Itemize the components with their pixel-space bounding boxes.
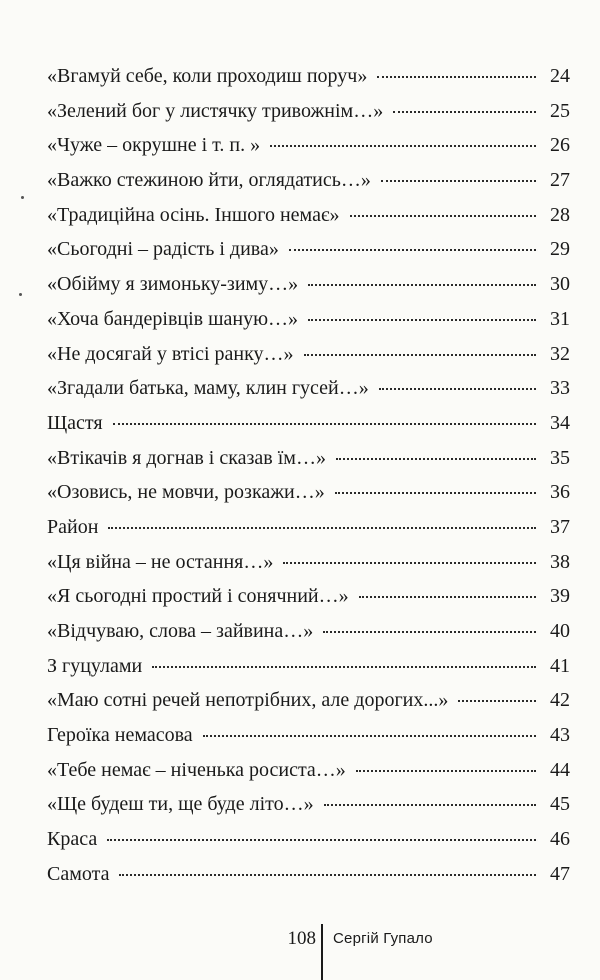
toc-entry-page: 32: [550, 342, 570, 365]
toc-entry-title: «Ця війна – не остання…»: [47, 550, 274, 573]
toc-entry-page: 31: [550, 307, 570, 330]
dot-leader: [152, 666, 536, 668]
toc-entry-page: 39: [550, 585, 570, 608]
dot-leader: [393, 111, 536, 113]
dot-leader: [270, 145, 536, 147]
toc-entry: [47, 649, 570, 684]
toc-entry: [47, 683, 570, 718]
toc-entry: [47, 718, 570, 753]
toc-entry-page: 26: [550, 134, 570, 157]
toc-entry: [47, 371, 570, 406]
toc-entry-title: Самота: [47, 862, 110, 885]
toc-entry-page: 35: [550, 446, 570, 469]
dot-leader: [107, 839, 536, 841]
toc-entry-page: 38: [550, 550, 570, 573]
dot-leader: [359, 596, 536, 598]
toc-entry-page: 25: [550, 99, 570, 122]
toc-entry-page: 37: [550, 515, 570, 538]
toc-entry-title: «Вгамуй себе, коли проходиш поруч»: [47, 65, 368, 87]
toc-entry-page: 30: [550, 273, 570, 296]
toc-entry: [47, 128, 570, 163]
toc-entry-page: 34: [550, 411, 570, 434]
toc-entry: [47, 787, 570, 822]
toc-entry-page: 27: [550, 169, 570, 192]
toc-entry: [47, 267, 570, 302]
dot-leader: [356, 770, 536, 772]
dot-leader: [113, 423, 536, 425]
toc-entry-title: «Обійму я зимоньку-зиму…»: [47, 273, 299, 296]
toc-entry: [47, 198, 570, 233]
print-speck: [19, 293, 22, 296]
toc-entry-title: «Відчуваю, слова – зайвина…»: [47, 620, 314, 642]
toc-entry: [47, 441, 570, 476]
toc-entry-title: З гуцулами: [47, 654, 143, 677]
dot-leader: [350, 215, 536, 217]
toc-entry-page: 36: [550, 481, 570, 504]
dot-leader: [336, 458, 536, 460]
toc-entry: [47, 822, 570, 857]
footer-divider: [321, 924, 323, 980]
dot-leader: [324, 804, 536, 806]
toc-entry-page: 28: [550, 203, 570, 226]
toc-entry-title: «Хоча бандерівців шаную…»: [47, 307, 299, 330]
toc-entry: [47, 232, 570, 267]
dot-leader: [108, 527, 536, 529]
toc-entry-title: «Втікачів я догнав і сказав їм…»: [47, 446, 326, 469]
toc-entry: [47, 337, 570, 372]
toc-entry-title: «Не досягай у втісі ранку…»: [47, 342, 294, 365]
table-of-contents: [47, 59, 570, 892]
dot-leader: [308, 284, 536, 286]
dot-leader: [283, 562, 536, 564]
dot-leader: [119, 874, 536, 876]
toc-entry-title: «Традиційна осінь. Іншого немає»: [47, 203, 340, 226]
toc-entry: [47, 614, 570, 649]
dot-leader: [323, 631, 536, 633]
dot-leader: [203, 735, 536, 737]
author-name: Сергій Гупало: [333, 930, 433, 947]
toc-entry-title: «Важко стежиною йти, оглядатись…»: [47, 169, 371, 192]
page-number: 108: [287, 928, 316, 949]
toc-entry-title: «Тебе немає – ніченька росиста…»: [47, 758, 346, 781]
dot-leader: [335, 492, 536, 494]
toc-entry-page: 42: [550, 689, 570, 712]
print-speck: [21, 196, 24, 199]
toc-entry: [47, 475, 570, 510]
toc-entry: [47, 94, 570, 129]
toc-entry-page: 46: [550, 828, 570, 851]
toc-entry-title: «Я сьогодні простий і сонячний…»: [47, 585, 349, 608]
toc-entry-title: «Озовись, не мовчи, розкажи…»: [47, 481, 325, 504]
page-footer: [0, 916, 600, 977]
dot-leader: [304, 354, 536, 356]
toc-entry-page: 41: [550, 654, 570, 677]
dot-leader: [458, 700, 536, 702]
toc-entry: [47, 59, 570, 94]
dot-leader: [379, 388, 536, 390]
toc-entry-page: 45: [550, 793, 570, 816]
toc-entry-title: «Ще будеш ти, ще буде літо…»: [47, 793, 314, 816]
toc-entry-title: Район: [47, 515, 99, 538]
toc-entry-page: 29: [550, 238, 570, 261]
toc-entry-title: Краса: [47, 828, 98, 851]
toc-entry: [47, 857, 570, 892]
toc-entry: [47, 163, 570, 198]
toc-entry-title: Щастя: [47, 411, 103, 434]
toc-entry-page: 47: [550, 862, 570, 885]
toc-entry-title: «Чуже – окрушне і т. п. »: [47, 134, 261, 157]
toc-entry: [47, 545, 570, 580]
toc-entry: [47, 406, 570, 441]
dot-leader: [289, 249, 536, 251]
toc-entry-page: 43: [550, 724, 570, 747]
toc-entry: [47, 579, 570, 614]
toc-entry-title: «Маю сотні речей непотрібних, але дорогих...»: [47, 689, 449, 712]
toc-entry: [47, 510, 570, 545]
toc-entry-title: «Згадали батька, маму, клин гусей…»: [47, 377, 369, 400]
toc-entry-page: 40: [550, 620, 570, 642]
dot-leader: [377, 76, 536, 78]
dot-leader: [381, 180, 536, 182]
toc-entry: [47, 753, 570, 788]
toc-entry-title: Героїка немасова: [47, 724, 193, 747]
toc-entry-title: «Зелений бог у листячку тривожнім…»: [47, 99, 384, 122]
toc-entry-page: 33: [550, 377, 570, 400]
toc-entry-title: «Сьогодні – радість і дива»: [47, 238, 279, 261]
dot-leader: [308, 319, 536, 321]
toc-entry: [47, 302, 570, 337]
toc-entry-page: 44: [550, 758, 570, 781]
toc-entry-page: 24: [550, 65, 570, 87]
